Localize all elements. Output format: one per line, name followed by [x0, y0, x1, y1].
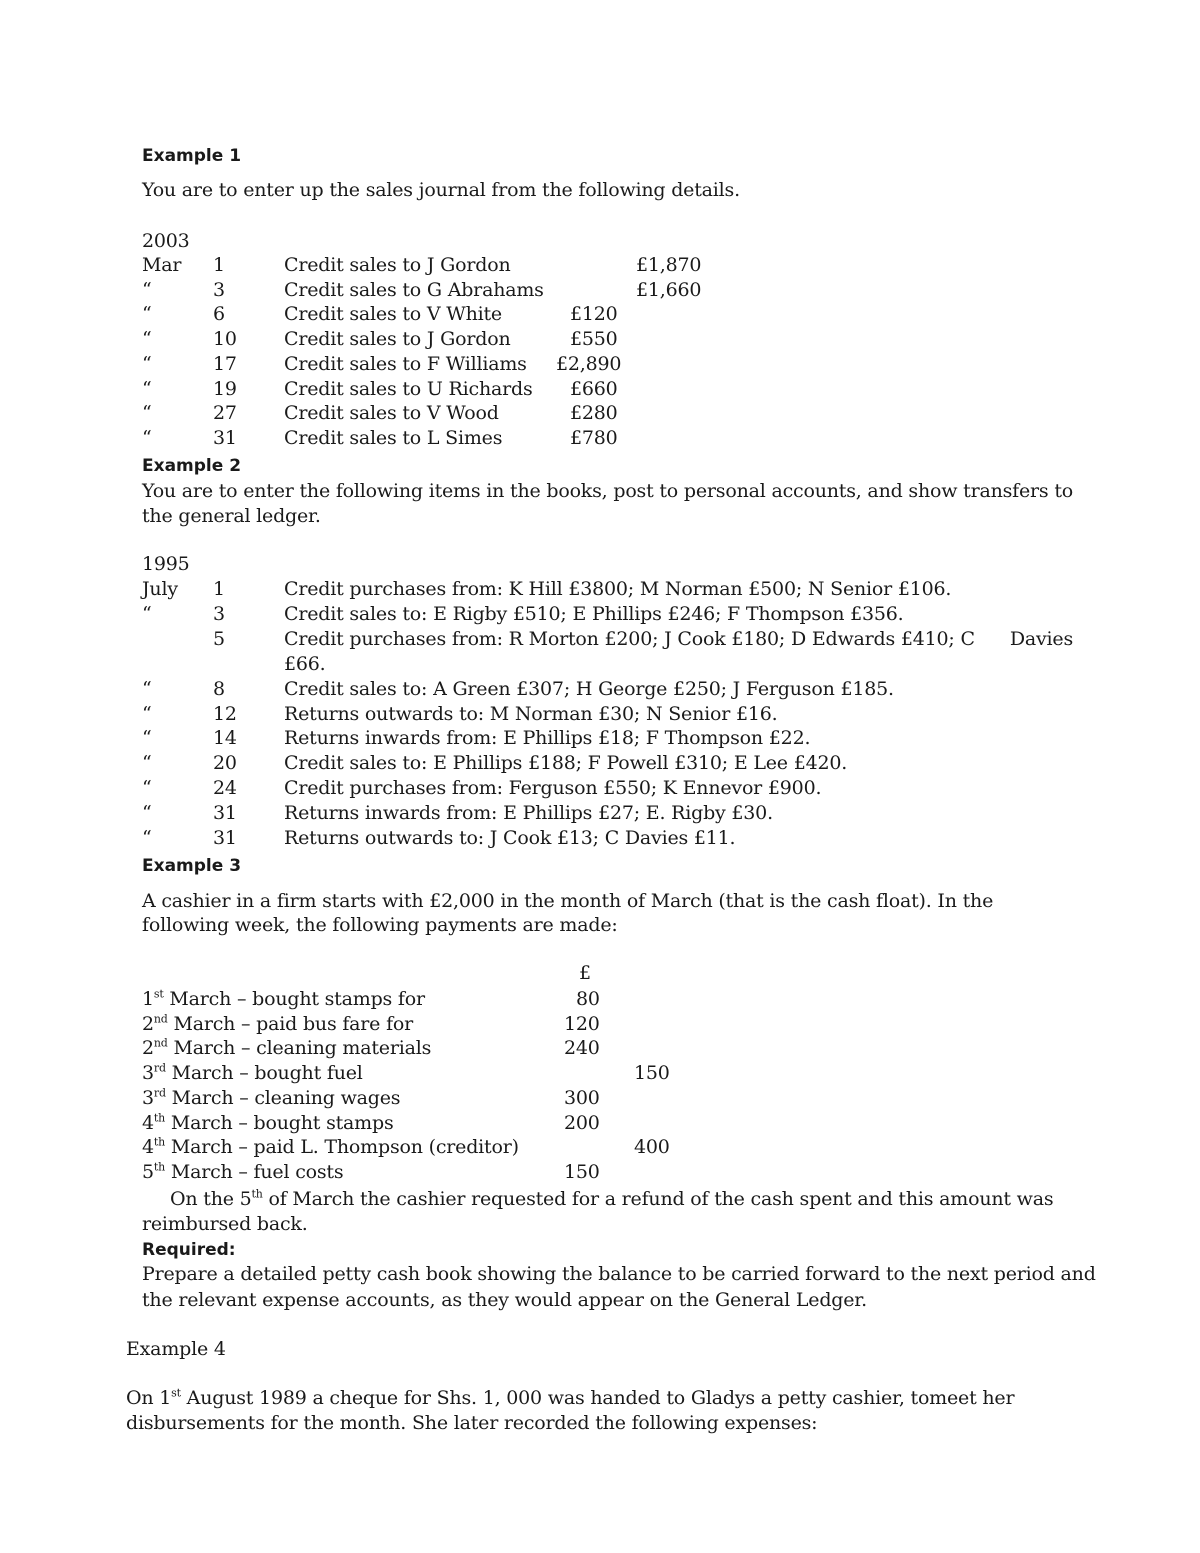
date-suffix: th [153, 1111, 165, 1125]
date-suffix: rd [153, 1061, 166, 1075]
table-row [0, 1037, 1200, 1062]
amount-cell: 80 [576, 988, 600, 1010]
payment-description [142, 1013, 413, 1035]
table-row [0, 628, 1200, 653]
description-cell: Returns inwards from: E Phillips £27; E. Rigby £30. [284, 802, 773, 825]
amount-cell: 300 [564, 1086, 600, 1109]
month-cell: “ [142, 602, 152, 625]
required-line1: Prepare a detailed petty cash book showing the balance to be carried forward to the next period and [142, 1263, 1096, 1285]
date-number: 1 [142, 988, 154, 1010]
example-3-intro-line2: following week, the following payments are made: [142, 914, 618, 936]
table-row [0, 578, 1200, 603]
table-row [0, 1136, 1200, 1161]
table-row [0, 328, 1200, 353]
example-3-heading: Example 3 [142, 856, 242, 876]
month-cell: “ [142, 352, 152, 375]
payment-text: March – bought stamps [165, 1111, 394, 1134]
description-cell: Credit sales to G Abrahams [284, 278, 544, 301]
description-cell: £66. [284, 652, 326, 675]
description-cell: Credit sales to: E Rigby £510; E Phillips £246; F Thompson £356. [284, 602, 904, 625]
table-row [0, 279, 1200, 304]
table-row [0, 603, 1200, 628]
day-cell: 20 [213, 752, 237, 775]
description-cell: Credit purchases from: Ferguson £550; K Ennevor £900. [284, 777, 822, 800]
payment-text: March – fuel costs [165, 1160, 344, 1183]
amount-cell: £120 [570, 303, 618, 326]
currency-header: £ [579, 962, 591, 984]
example-3-note-line2: reimbursed back. [142, 1213, 308, 1235]
payment-text: March – paid L. Thompson (creditor) [165, 1136, 519, 1159]
example-3-intro-line1: A cashier in a firm starts with £2,000 in the month of March (that is the cash float). In the [142, 890, 994, 912]
amount-cell: £1,870 [636, 254, 702, 276]
table-row [0, 1112, 1200, 1137]
example-2-intro-line2: the general ledger. [142, 505, 321, 527]
table-row [0, 303, 1200, 328]
amount-cell: £550 [570, 328, 618, 351]
description-cell: Credit sales to: E Phillips £188; F Powell £310; E Lee £420. [284, 752, 848, 775]
date-suffix: nd [153, 1037, 168, 1051]
month-cell: “ [142, 827, 152, 849]
month-cell: “ [142, 377, 152, 400]
example-4-line1: On 1st August 1989 a cheque for Shs. 1, 000 was handed to Gladys a petty cashier, tomeet her [126, 1386, 1015, 1409]
month-cell: “ [142, 426, 152, 449]
amount-cell: 150 [564, 1160, 600, 1183]
payment-description [142, 1136, 519, 1158]
description-cell: Credit sales to J Gordon [284, 328, 511, 351]
day-cell: 14 [213, 727, 237, 750]
day-cell: 17 [213, 352, 237, 375]
date-number: 4 [142, 1111, 154, 1134]
date-number: 2 [142, 1037, 154, 1060]
amount-cell: 240 [564, 1037, 600, 1060]
day-cell: 12 [213, 702, 237, 725]
example-2-heading: Example 2 [142, 456, 242, 476]
example-4-heading: Example 4 [126, 1338, 226, 1360]
example-4-line2: disbursements for the month. She later recorded the following expenses: [126, 1412, 818, 1434]
amount-cell: £780 [570, 426, 618, 449]
payment-description [142, 1037, 431, 1059]
table-row [0, 254, 1200, 279]
description-cell: Credit sales to: A Green £307; H George £250; J Ferguson £185. [284, 677, 894, 700]
month-cell: “ [142, 752, 152, 775]
table-row [0, 752, 1200, 777]
table-row [0, 1161, 1200, 1186]
date-suffix: nd [153, 1012, 168, 1026]
month-cell: “ [142, 303, 152, 326]
description-cell: Credit sales to L Simes [284, 426, 503, 449]
amount-cell: 120 [564, 1012, 600, 1035]
amount-cell: £1,660 [636, 278, 702, 301]
day-cell: 31 [213, 827, 237, 849]
amount-cell: 200 [564, 1111, 600, 1134]
day-cell: 8 [213, 677, 225, 700]
day-cell: 1 [213, 578, 225, 600]
day-cell: 6 [213, 303, 225, 326]
month-cell: Mar [142, 254, 182, 276]
date-suffix: th [153, 1135, 165, 1149]
date-number: 3 [142, 1062, 154, 1085]
description-cell: Returns inwards from: E Phillips £18; F Thompson £22. [284, 727, 811, 750]
date-number: 3 [142, 1086, 154, 1109]
day-cell: 31 [213, 426, 237, 449]
example-2-year: 1995 [142, 553, 190, 575]
date-suffix: th [153, 1160, 165, 1174]
date-number: 2 [142, 1012, 154, 1035]
table-row [0, 1087, 1200, 1112]
day-cell: 3 [213, 602, 225, 625]
table-row [0, 988, 1200, 1013]
month-cell: July [142, 578, 178, 600]
day-cell: 10 [213, 328, 237, 351]
payment-text: March – cleaning materials [167, 1037, 432, 1060]
table-row [0, 827, 1200, 852]
description-cell: Credit purchases from: K Hill £3800; M Norman £500; N Senior £106. [284, 578, 952, 600]
description-cell: Credit purchases from: R Morton £200; J Cook £180; D Edwards £410; C Davies [284, 627, 1074, 650]
date-suffix: st [153, 987, 164, 1001]
example-1-year: 2003 [142, 230, 190, 252]
day-cell: 3 [213, 278, 225, 301]
date-number: 5 [142, 1160, 154, 1183]
month-cell: “ [142, 802, 152, 825]
table-row [0, 1062, 1200, 1087]
day-cell: 31 [213, 802, 237, 825]
payment-text: March – bought fuel [165, 1062, 363, 1085]
day-cell: 19 [213, 377, 237, 400]
description-cell: Credit sales to J Gordon [284, 254, 511, 276]
amount-cell: £660 [570, 377, 618, 400]
table-row [0, 678, 1200, 703]
payment-text: March – paid bus fare for [167, 1012, 414, 1035]
example-3-note-line1: On the 5th of March the cashier requested for a refund of the cash spent and this amount was [170, 1187, 1054, 1210]
description-cell: Credit sales to V White [284, 303, 502, 326]
amount-cell: 400 [634, 1136, 670, 1159]
day-cell: 5 [213, 627, 225, 650]
day-cell: 24 [213, 777, 237, 800]
required-line2: the relevant expense accounts, as they would appear on the General Ledger. [142, 1289, 867, 1311]
table-row [0, 1013, 1200, 1038]
payment-text: March – bought stamps for [163, 988, 425, 1010]
month-cell: “ [142, 702, 152, 725]
month-cell: “ [142, 328, 152, 351]
payment-description [142, 1087, 400, 1109]
description-cell: Returns outwards to: J Cook £13; C Davies £11. [284, 827, 736, 849]
table-row [0, 653, 1200, 678]
day-cell: 1 [213, 254, 225, 276]
date-number: 4 [142, 1136, 154, 1159]
table-row [0, 802, 1200, 827]
amount-cell: £280 [570, 402, 618, 425]
table-row [0, 427, 1200, 452]
payment-description [142, 1112, 394, 1134]
amount-cell: 150 [634, 1062, 670, 1085]
amount-cell: £2,890 [556, 352, 622, 375]
example-1-intro: You are to enter up the sales journal from the following details. [142, 179, 740, 201]
table-row [0, 727, 1200, 752]
payment-description [142, 988, 425, 1010]
payment-text: March – cleaning wages [165, 1086, 401, 1109]
description-cell: Credit sales to V Wood [284, 402, 499, 425]
required-label: Required: [142, 1240, 236, 1260]
table-row [0, 353, 1200, 378]
month-cell: “ [142, 278, 152, 301]
month-cell: “ [142, 777, 152, 800]
table-row [0, 703, 1200, 728]
description-cell: Credit sales to F Williams [284, 352, 527, 375]
day-cell: 27 [213, 402, 237, 425]
table-row [0, 378, 1200, 403]
example-1-heading: Example 1 [142, 146, 242, 166]
table-row [0, 402, 1200, 427]
description-cell: Credit sales to U Richards [284, 377, 533, 400]
date-suffix: rd [153, 1086, 166, 1100]
payment-description [142, 1161, 343, 1183]
description-cell: Returns outwards to: M Norman £30; N Senior £16. [284, 702, 778, 725]
month-cell: “ [142, 677, 152, 700]
month-cell: “ [142, 727, 152, 750]
table-row [0, 777, 1200, 802]
month-cell: “ [142, 402, 152, 425]
example-2-intro-line1: You are to enter the following items in the books, post to personal accounts, and show transfers to [142, 480, 1073, 502]
payment-description [142, 1062, 363, 1084]
